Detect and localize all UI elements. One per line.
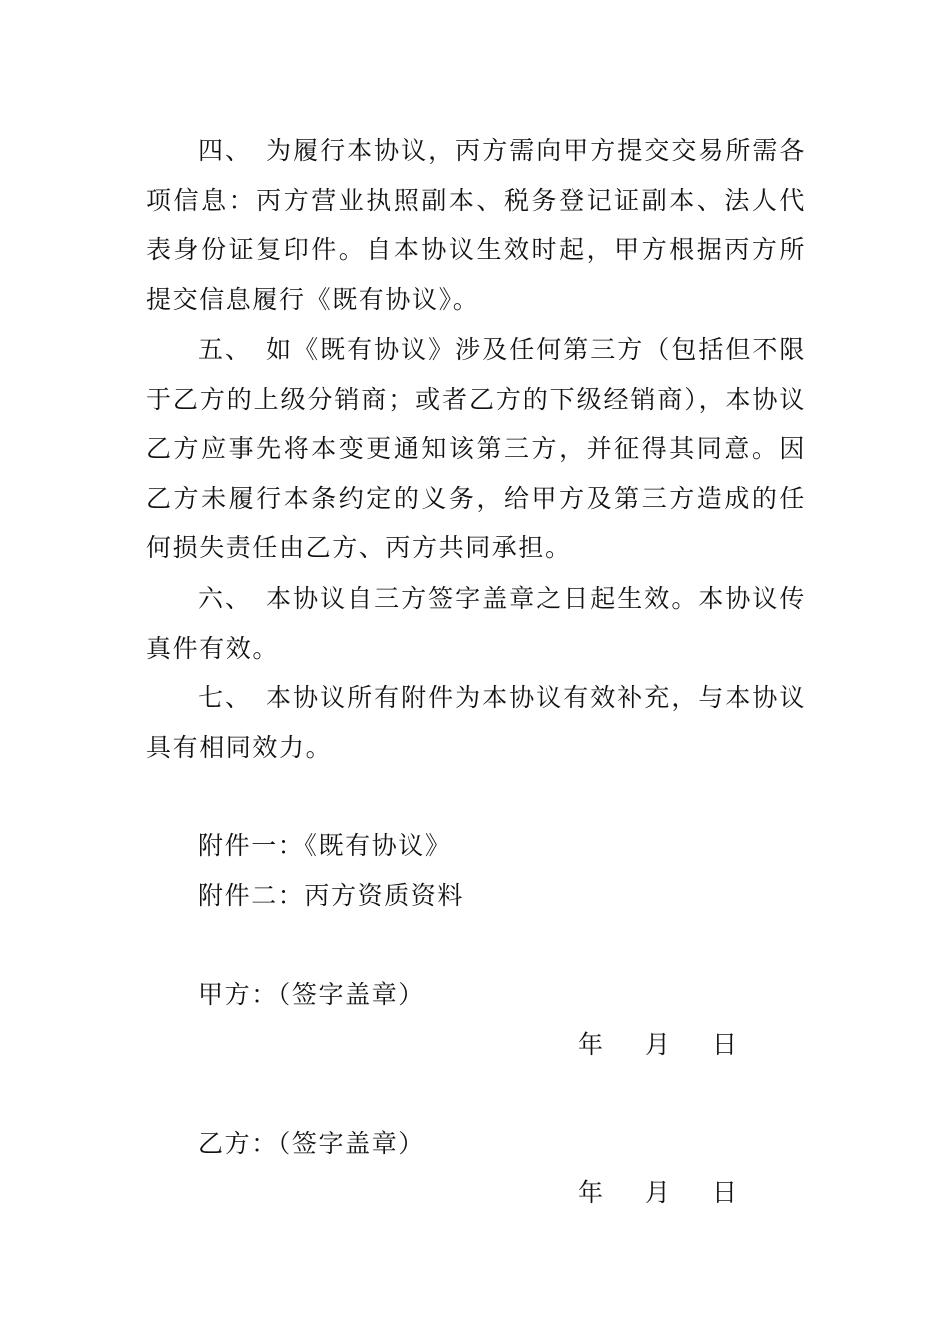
date-month-label: 月 [645, 1178, 671, 1207]
party-b-signature-line: 乙方：（签字盖章） [198, 1129, 425, 1158]
attachment-two: 附件二：丙方资质资料 [198, 881, 465, 910]
clause-seven [146, 673, 806, 772]
date-month-label: 月 [645, 1030, 671, 1059]
party-a-date-line [578, 1025, 737, 1065]
clause-six [146, 574, 806, 673]
date-year-label: 年 [578, 1178, 604, 1207]
clause-number: 七、 [198, 683, 253, 712]
clause-number: 五、 [198, 335, 253, 364]
clause-text: 如《既有协议》涉及任何第三方（包括但不限于乙方的上级分销商；或者乙方的下级经销商），本协议乙方应事先将本变更通知该第三方，并征得其同意。因乙方未履行本条约定的义务，给甲方及第三方造成的任何损失责任由乙方、丙方共同承担。 [146, 335, 806, 562]
date-year-label: 年 [578, 1030, 604, 1059]
clause-number: 六、 [198, 584, 253, 613]
date-day-label: 日 [712, 1030, 738, 1059]
clause-five [146, 325, 806, 573]
date-day-label: 日 [712, 1178, 738, 1207]
clause-text: 本协议所有附件为本协议有效补充，与本协议具有相同效力。 [146, 683, 806, 762]
party-a-signature-line: 甲方：（签字盖章） [198, 980, 425, 1009]
clause-text: 为履行本协议，丙方需向甲方提交交易所需各项信息：丙方营业执照副本、税务登记证副本、法人代表身份证复印件。自本协议生效时起，甲方根据丙方所提交信息履行《既有协议》。 [146, 136, 806, 314]
clause-number: 四、 [198, 136, 253, 165]
clause-four [146, 126, 806, 324]
party-b-date-line [578, 1173, 737, 1213]
clause-text: 本协议自三方签字盖章之日起生效。本协议传真件有效。 [146, 584, 806, 663]
attachment-one: 附件一：《既有协议》 [198, 831, 452, 860]
